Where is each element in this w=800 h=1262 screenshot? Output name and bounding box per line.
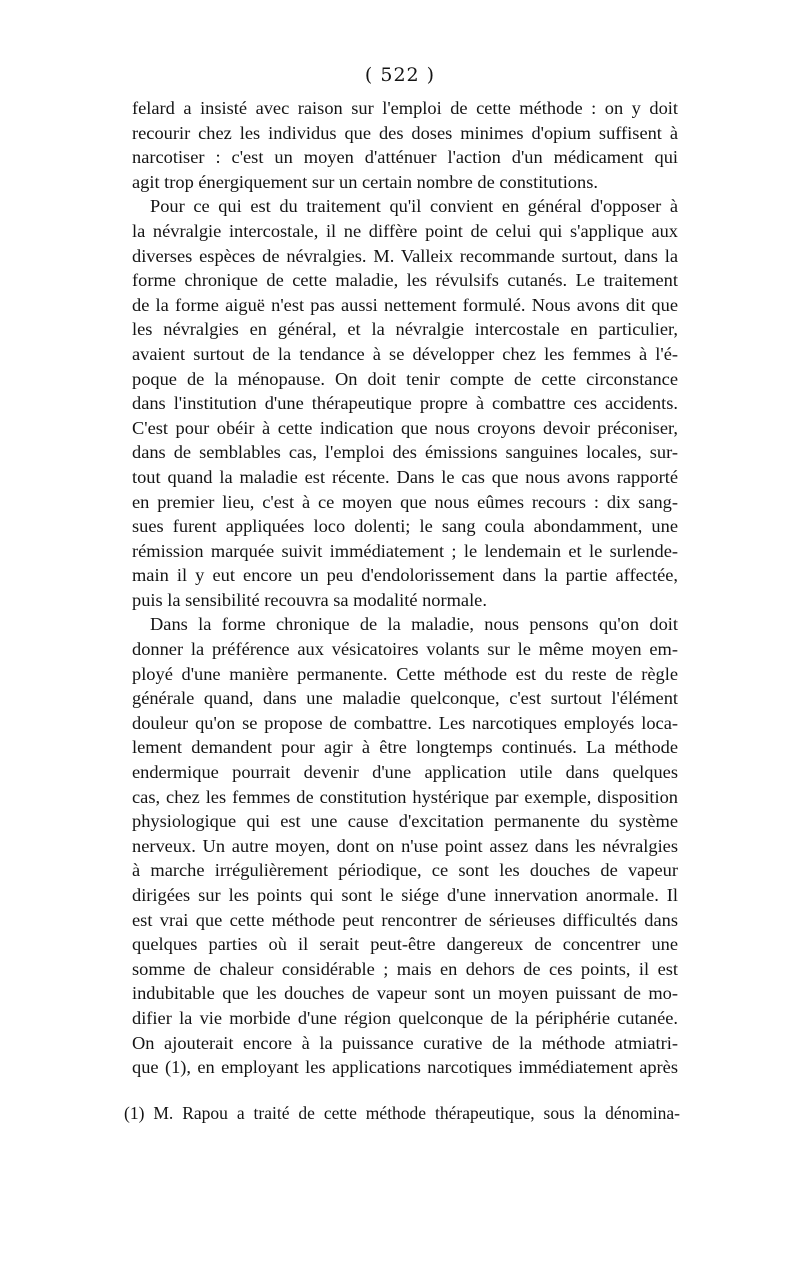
text-line: générale quand, dans une maladie quelconque, c'est surtout l'élément <box>132 688 678 709</box>
text-line: physiologique qui est une cause d'excitation permanente du système <box>132 811 678 832</box>
text-line: que (1), en employant les applications narcotiques immédiatement après <box>132 1057 678 1078</box>
text-line: ployé d'une manière permanente. Cette méthode est du reste de règle <box>132 663 678 684</box>
text-line: endermique pourrait devenir d'une application utile dans quelques <box>132 762 678 783</box>
text-line: la névralgie intercostale, il ne diffère point de celui qui s'applique aux <box>132 220 678 241</box>
text-line: rémission marquée suivit immédiatement ; le lendemain et le surlende- <box>132 540 678 561</box>
text-line: forme chronique de cette maladie, les révulsifs cutanés. Le traitement <box>132 270 678 291</box>
text-line: dans l'institution d'une thérapeutique propre à combattre ces accidents. <box>132 393 678 414</box>
text-line: somme de chaleur considérable ; mais en dehors de ces points, il est <box>132 958 678 979</box>
text-line: sues furent appliquées loco dolenti; le sang coula abondamment, une <box>132 516 678 537</box>
text-line: diverses espèces de névralgies. M. Valleix recommande surtout, dans la <box>132 245 678 266</box>
text-line: les névralgies en général, et la névralgie intercostale en particulier, <box>132 319 678 340</box>
text-line: dans de semblables cas, l'emploi des émissions sanguines locales, sur- <box>132 442 678 463</box>
text-line: à marche irrégulièrement périodique, ce sont les douches de vapeur <box>132 860 678 881</box>
text-line: puis la sensibilité recouvra sa modalité normale. <box>132 589 487 610</box>
text-line: de la forme aiguë n'est pas aussi nettement formulé. Nous avons dit que <box>132 294 678 315</box>
text-line: dirigées sur les points qui sont le siége d'une innervation anormale. Il <box>132 885 678 905</box>
text-line: douleur qu'on se propose de combattre. Les narcotiques employés loca- <box>132 712 678 733</box>
page-number: ( 522 ) <box>364 64 436 86</box>
text-line: On ajouterait encore à la puissance curative de la méthode atmiatri- <box>132 1032 678 1053</box>
text-line: C'est pour obéir à cette indication que nous croyons devoir préconiser, <box>132 417 678 438</box>
text-line: narcotiser : c'est un moyen d'atténuer l'action d'un médicament qui <box>132 147 678 168</box>
footnote: (1) M. Rapou a traité de cette méthode thérapeutique, sous la dénomina- <box>124 1103 680 1123</box>
text-line: tout quand la maladie est récente. Dans le cas que nous avons rapporté <box>132 466 678 487</box>
text-line: est vrai que cette méthode peut rencontrer de sérieuses difficultés dans <box>132 909 678 930</box>
text-line: felard a insisté avec raison sur l'emploi de cette méthode : on y doit <box>132 98 678 118</box>
text-line: cas, chez les femmes de constitution hystérique par exemple, disposition <box>132 786 678 807</box>
text-line: quelques parties où il serait peut-être dangereux de concentrer une <box>132 934 678 955</box>
text-line: indubitable que les douches de vapeur sont un moyen puissant de mo- <box>132 983 678 1004</box>
text-line: Pour ce qui est du traitement qu'il convient en général d'opposer à <box>150 196 678 217</box>
body-text <box>132 96 678 1080</box>
text-line: agit trop énergiquement sur un certain nombre de constitutions. <box>132 171 598 192</box>
text-line: recourir chez les individus que des doses minimes d'opium suffisent à <box>132 122 678 143</box>
text-line: avaient surtout de la tendance à se développer chez les femmes à l'é- <box>132 343 678 364</box>
text-line: donner la préférence aux vésicatoires volants sur le même moyen em- <box>132 639 678 660</box>
text-line: nerveux. Un autre moyen, dont on n'use point assez dans les névralgies <box>132 835 678 856</box>
text-line: difier la vie morbide d'une région quelconque de la périphérie cutanée. <box>132 1007 678 1028</box>
text-line: Dans la forme chronique de la maladie, nous pensons qu'on doit <box>150 614 678 635</box>
text-line: en premier lieu, c'est à ce moyen que nous eûmes recours : dix sang- <box>132 491 678 512</box>
text-line: main il y eut encore un peu d'endolorissement dans la partie affectée, <box>132 565 678 586</box>
text-line: poque de la ménopause. On doit tenir compte de cette circonstance <box>132 368 678 389</box>
text-line: lement demandent pour agir à être longtemps continués. La méthode <box>132 737 678 758</box>
